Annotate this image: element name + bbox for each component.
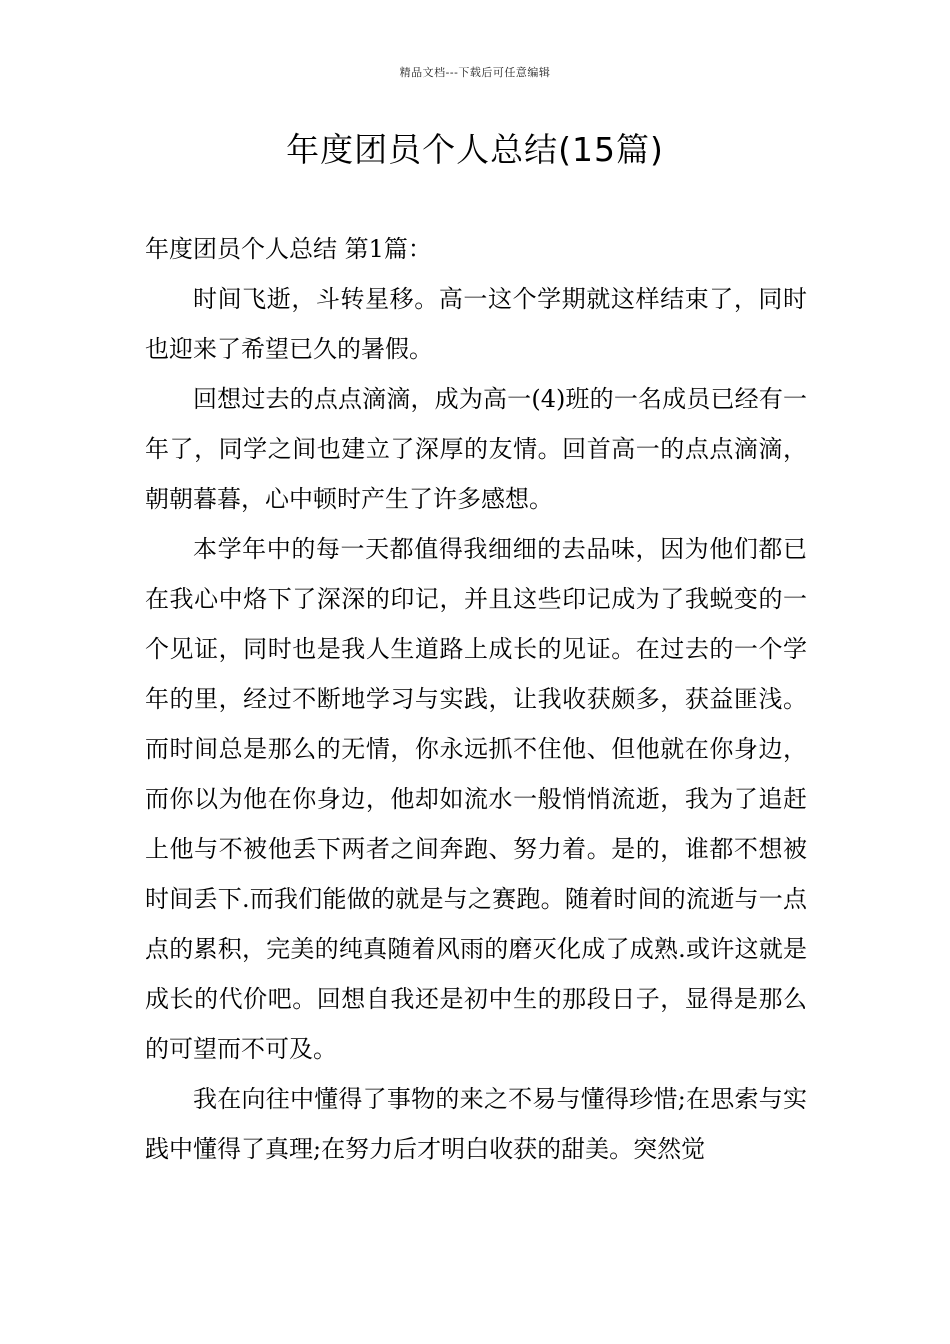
section-heading: 年度团员个人总结 第1篇：: [145, 235, 432, 263]
document-body: [145, 224, 807, 1174]
document-title: 年度团员个人总结(15篇): [286, 130, 664, 169]
paragraph-2: 回想过去的点点滴滴，成为高一(4)班的一名成员已经有一年了，同学之间也建立了深厚的友情。回首高一的点点滴滴，朝朝暮暮，心中顿时产生了许多感想。: [145, 385, 807, 513]
paragraph-4: 我在向往中懂得了事物的来之不易与懂得珍惜;在思索与实践中懂得了真理;在努力后才明白收获的甜美。突然觉: [145, 1085, 807, 1163]
paragraph-1: 时间飞逝，斗转星移。高一这个学期就这样结束了，同时也迎来了希望已久的暑假。: [145, 285, 807, 363]
header-note: 精品文档---下载后可任意编辑: [399, 66, 551, 79]
paragraph-3: 本学年中的每一天都值得我细细的去品味，因为他们都已在我心中烙下了深深的印记，并且这些印记成为了我蜕变的一个见证，同时也是我人生道路上成长的见证。在过去的一个学年的里，经过不断地学习与实践，让我收获颇多，获益匪浅。而时间总是那么的无情，你永远抓不住他、但他就在你身边，而你以为他在你身边，他却如流水一般悄悄流逝，我为了追赶上他与不被他丢下两者之间奔跑、努力着。是的，谁都不想被时间丢下.而我们能做的就是与之赛跑。随着时间的流逝与一点点的累积，完美的纯真随着风雨的磨灭化成了成熟.或许这就是成长的代价吧。回想自我还是初中生的那段日子，显得是那么的可望而不可及。: [145, 535, 807, 1063]
